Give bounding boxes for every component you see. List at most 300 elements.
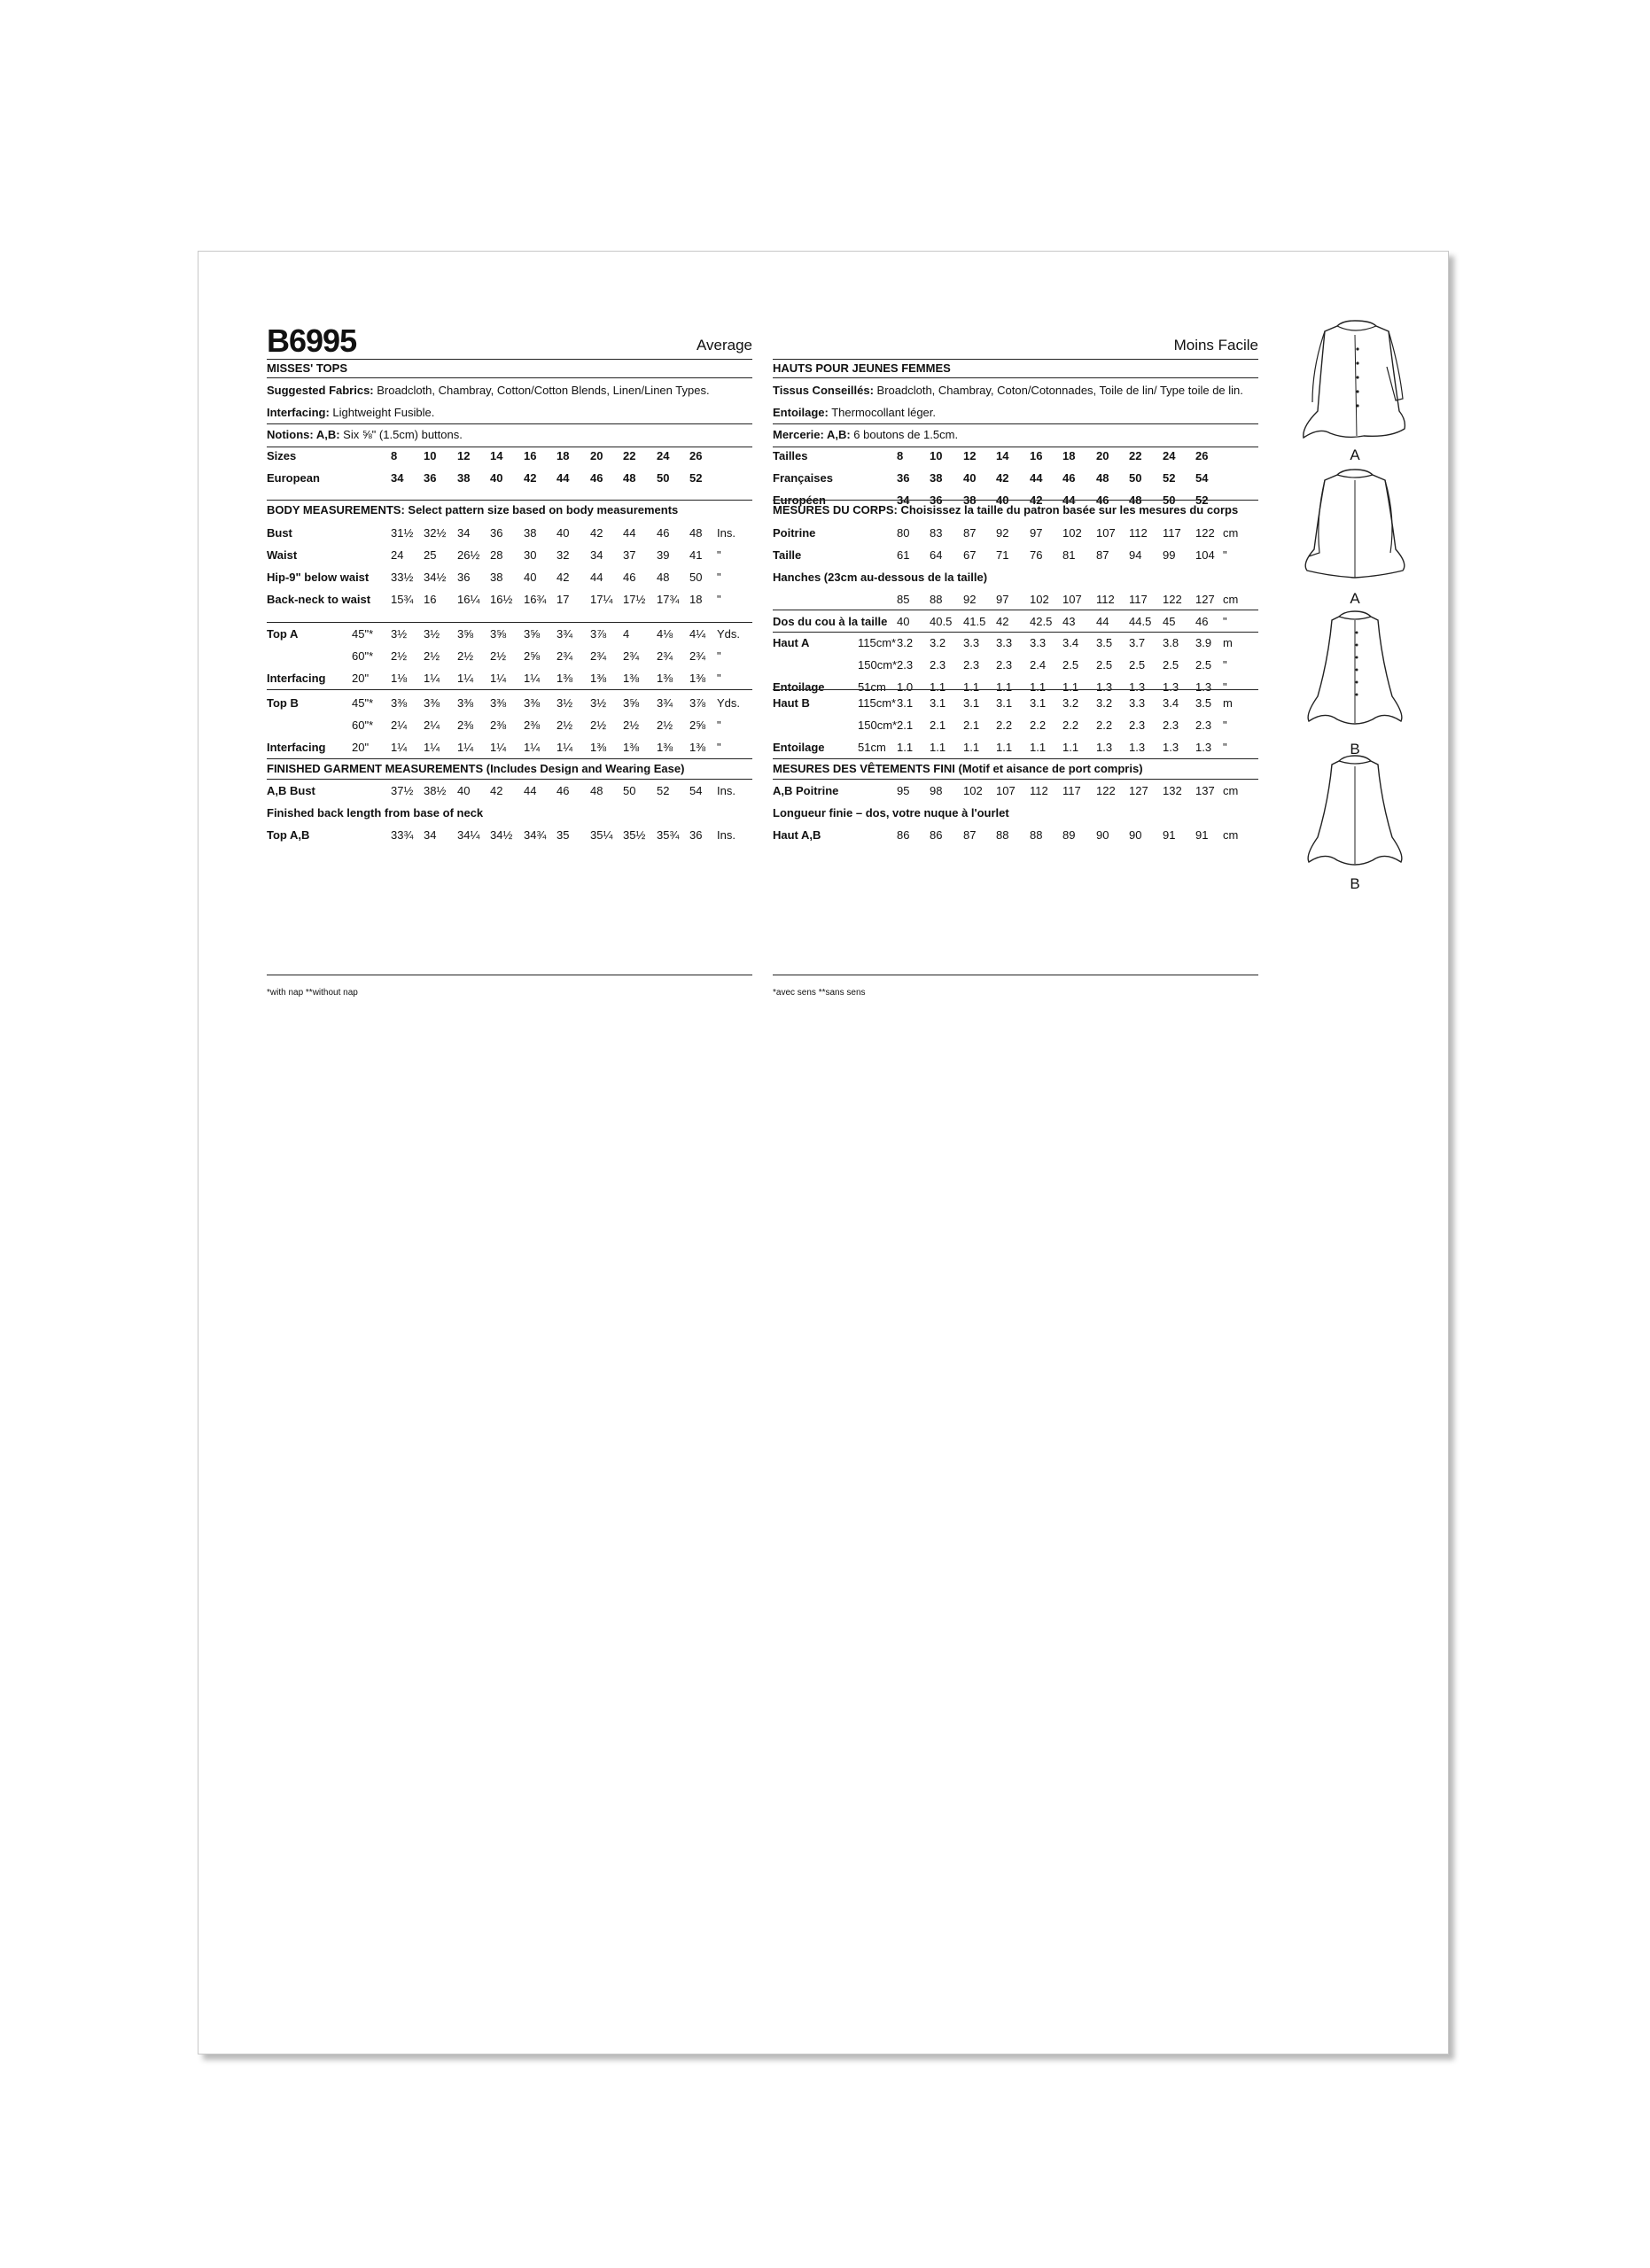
table-cell: 1.1 <box>963 680 980 694</box>
table-row <box>773 696 1258 712</box>
table-cell: 92 <box>963 593 977 606</box>
table-cell: 16¾ <box>524 593 547 606</box>
table-cell: 14 <box>996 449 1009 462</box>
table-cell: 20 <box>590 449 603 462</box>
table-cell: 1⅜ <box>623 741 640 754</box>
table-cell: 33½ <box>391 571 414 584</box>
table-cell: 52 <box>689 471 703 485</box>
unit-label: " <box>717 571 721 584</box>
table-cell: 112 <box>1096 593 1115 606</box>
row-sublabel: 150cm* <box>858 718 898 732</box>
table-cell: 76 <box>1030 548 1043 562</box>
table-cell: 44 <box>1096 615 1109 628</box>
table-cell: 122 <box>1163 593 1182 606</box>
table-cell: 18 <box>689 593 703 606</box>
table-cell: 1.1 <box>930 680 946 694</box>
table-row <box>773 828 1258 844</box>
table-cell: 122 <box>1096 784 1116 797</box>
table-cell: 64 <box>930 548 943 562</box>
table-cell: 1⅜ <box>623 672 640 685</box>
table-cell: 2.5 <box>1129 658 1146 672</box>
table-cell: 44 <box>590 571 603 584</box>
table-cell: 1.3 <box>1163 741 1179 754</box>
table-cell: 137 <box>1195 784 1215 797</box>
row-label: Poitrine <box>773 526 816 540</box>
table-cell: 34½ <box>490 828 513 842</box>
table-cell: 35¼ <box>590 828 613 842</box>
table-cell: 1⅜ <box>657 741 673 754</box>
table-cell: 2½ <box>556 718 573 732</box>
row-sublabel: 115cm* <box>858 696 897 710</box>
table-cell: 48 <box>657 571 670 584</box>
table-cell: 38 <box>930 471 943 485</box>
table-cell: 54 <box>1195 471 1209 485</box>
table-cell: 107 <box>1096 526 1116 540</box>
table-cell: 3½ <box>590 696 607 710</box>
table-cell: 127 <box>1195 593 1215 606</box>
table-cell: 80 <box>897 526 910 540</box>
table-cell: 2½ <box>424 649 440 663</box>
divider <box>773 632 1258 633</box>
table-cell: 3.4 <box>1062 636 1079 649</box>
table-cell: 3⅜ <box>391 696 408 710</box>
table-cell: 107 <box>996 784 1016 797</box>
row-label: Hip-9" below waist <box>267 571 370 584</box>
table-cell: 37½ <box>391 784 414 797</box>
table-cell: 2.3 <box>1129 718 1146 732</box>
table-cell: 48 <box>623 471 636 485</box>
table-cell: 38 <box>963 493 977 507</box>
table-row <box>267 828 752 844</box>
divider <box>267 758 752 759</box>
finished-measurements-title: MESURES DES VÊTEMENTS FINI (Motif et aisance de port compris) <box>773 762 1143 775</box>
table-row <box>267 548 752 564</box>
table-cell: 2.3 <box>1195 718 1212 732</box>
unit-label: cm <box>1223 828 1239 842</box>
row-label: Interfacing <box>267 741 326 754</box>
unit-label: " <box>717 548 721 562</box>
row-label: European <box>267 471 320 485</box>
table-cell: 2⅝ <box>524 649 541 663</box>
table-cell: 2¾ <box>556 649 573 663</box>
table-cell: 117 <box>1062 784 1081 797</box>
row-sublabel: 51cm <box>858 680 886 694</box>
table-cell: 14 <box>490 449 503 462</box>
skill-level: Moins Facile <box>1173 337 1258 353</box>
back-length-label: Finished back length from base of neck <box>267 806 484 819</box>
table-cell: 90 <box>1129 828 1142 842</box>
unit-label: Ins. <box>717 526 735 540</box>
table-cell: 102 <box>963 784 983 797</box>
table-cell: 67 <box>963 548 977 562</box>
table-row <box>773 526 1258 542</box>
row-label: A,B Poitrine <box>773 784 839 797</box>
divider <box>267 359 752 360</box>
divider <box>267 622 752 623</box>
table-cell: 1.3 <box>1195 680 1212 694</box>
table-row <box>773 593 1258 609</box>
divider <box>773 500 1258 501</box>
table-cell: 37 <box>623 548 636 562</box>
table-cell: 16 <box>1030 449 1043 462</box>
table-cell: 40 <box>490 471 503 485</box>
pattern-envelope-back <box>198 251 1449 2054</box>
table-cell: 3.4 <box>1163 696 1179 710</box>
table-cell: 50 <box>1163 493 1176 507</box>
table-cell: 28 <box>490 548 503 562</box>
table-cell: 112 <box>1030 784 1048 797</box>
table-row <box>267 718 752 734</box>
table-cell: 2½ <box>657 718 673 732</box>
table-cell: 36 <box>689 828 703 842</box>
table-cell: 83 <box>930 526 943 540</box>
table-cell: 3⅞ <box>689 696 706 710</box>
table-cell: 54 <box>689 784 703 797</box>
divider <box>773 779 1258 780</box>
table-cell: 88 <box>996 828 1009 842</box>
table-cell: 4⅛ <box>657 627 673 641</box>
table-cell: 3.3 <box>996 636 1013 649</box>
table-cell: 2.3 <box>963 658 980 672</box>
unit-label: m <box>1223 636 1233 649</box>
table-cell: 117 <box>1163 526 1181 540</box>
divider <box>773 758 1258 759</box>
table-cell: 48 <box>590 784 603 797</box>
section-heading: HAUTS POUR JEUNES FEMMES <box>773 361 951 375</box>
table-cell: 4¼ <box>689 627 706 641</box>
notions-line: Mercerie: A,B: 6 boutons de 1.5cm. <box>773 428 959 441</box>
table-cell: 4 <box>623 627 630 641</box>
unit-label: Ins. <box>717 784 735 797</box>
divider <box>267 423 752 424</box>
table-cell: 3⅝ <box>524 627 541 641</box>
table-cell: 3.1 <box>897 696 914 710</box>
row-label: Back-neck to waist <box>267 593 371 606</box>
table-cell: 17¼ <box>590 593 613 606</box>
divider <box>773 377 1258 378</box>
row-sublabel: 45"* <box>352 696 374 710</box>
table-cell: 2½ <box>457 649 474 663</box>
table-row <box>267 649 752 665</box>
table-cell: 1.1 <box>996 680 1013 694</box>
table-cell: 86 <box>897 828 910 842</box>
row-label: Top A,B <box>267 828 310 842</box>
table-cell: 42 <box>996 471 1009 485</box>
table-cell: 87 <box>963 828 977 842</box>
table-cell: 24 <box>657 449 670 462</box>
unit-label: " <box>717 718 721 732</box>
table-cell: 3.7 <box>1129 636 1146 649</box>
row-sublabel: 45"* <box>352 627 374 641</box>
divider <box>773 689 1258 690</box>
table-cell: 2.3 <box>996 658 1013 672</box>
finished-measurements-title: FINISHED GARMENT MEASUREMENTS (Includes Design and Wearing Ease) <box>267 762 685 775</box>
divider <box>773 359 1258 360</box>
table-cell: 81 <box>1062 548 1076 562</box>
table-cell: 2.5 <box>1163 658 1179 672</box>
table-cell: 1.1 <box>1030 741 1047 754</box>
table-cell: 2.2 <box>1062 718 1079 732</box>
table-row <box>267 784 752 800</box>
table-cell: 1.3 <box>1129 680 1146 694</box>
table-cell: 1.1 <box>1062 741 1079 754</box>
table-cell: 46 <box>1096 493 1109 507</box>
table-row <box>773 658 1258 674</box>
row-sublabel: 20" <box>352 741 370 754</box>
unit-label: " <box>717 741 721 754</box>
notions-line: Notions: A,B: Six ⅝" (1.5cm) buttons. <box>267 428 463 441</box>
table-cell: 18 <box>1062 449 1076 462</box>
unit-label: " <box>1223 658 1227 672</box>
table-cell: 50 <box>1129 471 1142 485</box>
divider <box>267 377 752 378</box>
table-cell: 33¾ <box>391 828 414 842</box>
unit-label: cm <box>1223 784 1239 797</box>
table-row <box>267 571 752 586</box>
table-cell: 1⅜ <box>689 741 706 754</box>
table-cell: 1.1 <box>996 741 1013 754</box>
divider <box>267 779 752 780</box>
table-cell: 1¼ <box>490 741 507 754</box>
table-cell: 38 <box>457 471 471 485</box>
table-cell: 2⅜ <box>490 718 507 732</box>
table-cell: 3½ <box>556 696 573 710</box>
row-label: Bust <box>267 526 292 540</box>
table-cell: 2¾ <box>689 649 706 663</box>
unit-label: m <box>1223 696 1233 710</box>
table-cell: 132 <box>1163 784 1182 797</box>
table-cell: 36 <box>930 493 943 507</box>
table-cell: 107 <box>1062 593 1082 606</box>
section-heading: MISSES' TOPS <box>267 361 347 375</box>
unit-label: " <box>717 593 721 606</box>
table-cell: 3⅝ <box>490 627 507 641</box>
row-label: Haut A <box>773 636 810 649</box>
table-cell: 2⅝ <box>689 718 706 732</box>
table-cell: 3.1 <box>996 696 1013 710</box>
table-cell: 88 <box>930 593 943 606</box>
table-cell: 122 <box>1195 526 1215 540</box>
row-label: Entoilage <box>773 741 825 754</box>
table-cell: 88 <box>1030 828 1043 842</box>
table-cell: 20 <box>1096 449 1109 462</box>
table-cell: 3⅝ <box>457 627 474 641</box>
table-cell: 12 <box>457 449 471 462</box>
table-cell: 26 <box>1195 449 1209 462</box>
table-cell: 2½ <box>590 718 607 732</box>
table-cell: 30 <box>524 548 537 562</box>
table-cell: 3.8 <box>1163 636 1179 649</box>
table-cell: 44 <box>1062 493 1076 507</box>
row-sublabel: 60"* <box>352 649 374 663</box>
table-cell: 3⅜ <box>524 696 541 710</box>
row-label: Haut B <box>773 696 810 710</box>
table-cell: 34 <box>590 548 603 562</box>
table-cell: 1⅜ <box>590 741 607 754</box>
table-cell: 97 <box>1030 526 1043 540</box>
table-cell: 34¼ <box>457 828 480 842</box>
table-cell: 85 <box>897 593 910 606</box>
table-cell: 71 <box>996 548 1009 562</box>
table-cell: 99 <box>1163 548 1176 562</box>
table-cell: 16 <box>424 593 437 606</box>
row-sublabel: 115cm* <box>858 636 897 649</box>
fabrics-line: Tissus Conseillés: Broadcloth, Chambray, Coton/Cotonnades, Toile de lin/ Type toile de lin. <box>773 384 1243 397</box>
row-label: Top B <box>267 696 299 710</box>
table-cell: 48 <box>1129 493 1142 507</box>
table-cell: 2.3 <box>897 658 914 672</box>
table-cell: 1¼ <box>457 672 474 685</box>
row-sublabel: 150cm* <box>858 658 898 672</box>
table-row <box>267 526 752 542</box>
table-cell: 34 <box>457 526 471 540</box>
table-cell: 31½ <box>391 526 414 540</box>
table-cell: 3⅞ <box>590 627 607 641</box>
divider <box>267 689 752 690</box>
table-cell: 1.3 <box>1096 680 1113 694</box>
table-cell: 1¼ <box>424 741 440 754</box>
table-row <box>773 471 1258 487</box>
table-cell: 40 <box>963 471 977 485</box>
row-sublabel: 60"* <box>352 718 374 732</box>
table-row <box>267 741 752 757</box>
fabrics-line: Suggested Fabrics: Broadcloth, Chambray, Cotton/Cotton Blends, Linen/Linen Types. <box>267 384 710 397</box>
table-cell: 3.9 <box>1195 636 1212 649</box>
body-measurements-title: MESURES DU CORPS: Choisissez la taille du patron basée sur les mesures du corps <box>773 503 1239 517</box>
table-cell: 26 <box>689 449 703 462</box>
table-cell: 44.5 <box>1129 615 1152 628</box>
table-cell: 2½ <box>490 649 507 663</box>
table-row <box>773 784 1258 800</box>
table-cell: 2.5 <box>1062 658 1079 672</box>
table-cell: 43 <box>1062 615 1076 628</box>
divider <box>773 423 1258 424</box>
row-label: Interfacing <box>267 672 326 685</box>
table-cell: 3.3 <box>963 636 980 649</box>
table-cell: 2.4 <box>1030 658 1047 672</box>
table-cell: 1⅛ <box>391 672 408 685</box>
table-cell: 1.3 <box>1195 741 1212 754</box>
row-label: Françaises <box>773 471 833 485</box>
table-cell: 46 <box>590 471 603 485</box>
table-cell: 3⅜ <box>490 696 507 710</box>
table-row <box>773 615 1258 631</box>
table-cell: 2¾ <box>590 649 607 663</box>
table-cell: 3.3 <box>1129 696 1146 710</box>
view-label: A <box>1350 590 1360 607</box>
table-cell: 3.1 <box>963 696 980 710</box>
table-cell: 17 <box>556 593 570 606</box>
unit-label: " <box>1223 718 1227 732</box>
table-cell: 16 <box>524 449 537 462</box>
table-cell: 2⅜ <box>524 718 541 732</box>
table-cell: 2.3 <box>1163 718 1179 732</box>
table-cell: 50 <box>657 471 670 485</box>
table-cell: 36 <box>897 471 910 485</box>
top-b-back-sketch-icon <box>1266 606 1444 739</box>
table-row <box>267 627 752 643</box>
table-cell: 98 <box>930 784 943 797</box>
table-cell: 34¾ <box>524 828 547 842</box>
table-cell: 104 <box>1195 548 1215 562</box>
table-cell: 1.1 <box>963 741 980 754</box>
table-cell: 38 <box>524 526 537 540</box>
table-cell: 2.1 <box>963 718 980 732</box>
table-cell: 102 <box>1030 593 1049 606</box>
table-cell: 3.1 <box>1030 696 1047 710</box>
table-cell: 1⅜ <box>590 672 607 685</box>
table-cell: 2¾ <box>657 649 673 663</box>
table-cell: 3¾ <box>556 627 573 641</box>
table-cell: 22 <box>623 449 636 462</box>
table-cell: 2.1 <box>897 718 914 732</box>
table-cell: 50 <box>689 571 703 584</box>
table-cell: 34 <box>424 828 437 842</box>
table-cell: 16½ <box>490 593 513 606</box>
skill-level: Average <box>696 337 752 353</box>
table-cell: 3⅜ <box>424 696 440 710</box>
table-cell: 92 <box>996 526 1009 540</box>
table-cell: 46 <box>1195 615 1209 628</box>
table-cell: 22 <box>1129 449 1142 462</box>
table-cell: 46 <box>556 784 570 797</box>
table-cell: 1.1 <box>930 741 946 754</box>
table-cell: 42 <box>1030 493 1043 507</box>
table-cell: 1¼ <box>424 672 440 685</box>
unit-label: cm <box>1223 593 1239 606</box>
row-label: Dos du cou à la taille <box>773 615 888 628</box>
table-cell: 89 <box>1062 828 1076 842</box>
table-cell: 40 <box>556 526 570 540</box>
table-cell: 1.1 <box>1030 680 1047 694</box>
table-cell: 35½ <box>623 828 646 842</box>
table-cell: 117 <box>1129 593 1148 606</box>
table-cell: 42 <box>590 526 603 540</box>
table-cell: 42 <box>524 471 537 485</box>
row-label: Européen <box>773 493 826 507</box>
table-cell: 45 <box>1163 615 1176 628</box>
table-cell: 2.1 <box>930 718 946 732</box>
table-cell: 1¼ <box>490 672 507 685</box>
table-cell: 91 <box>1163 828 1176 842</box>
unit-label: Yds. <box>717 696 741 710</box>
table-cell: 36 <box>424 471 437 485</box>
divider <box>267 500 752 501</box>
table-row <box>773 741 1258 757</box>
table-cell: 2¾ <box>623 649 640 663</box>
table-cell: 52 <box>1195 493 1209 507</box>
table-row <box>267 672 752 687</box>
table-cell: 46 <box>657 526 670 540</box>
table-cell: 1⅜ <box>689 672 706 685</box>
table-cell: 3⅝ <box>623 696 640 710</box>
table-cell: 2.2 <box>1096 718 1113 732</box>
table-cell: 1¼ <box>556 741 573 754</box>
table-cell: 36 <box>490 526 503 540</box>
table-cell: 1.1 <box>1062 680 1079 694</box>
row-label: Taille <box>773 548 802 562</box>
table-cell: 2¼ <box>424 718 440 732</box>
table-cell: 32½ <box>424 526 447 540</box>
table-row <box>267 593 752 609</box>
table-cell: 26½ <box>457 548 480 562</box>
unit-label: cm <box>1223 526 1239 540</box>
row-label: Tailles <box>773 449 808 462</box>
table-cell: 3.2 <box>930 636 946 649</box>
table-cell: 8 <box>391 449 398 462</box>
table-cell: 17½ <box>623 593 646 606</box>
table-cell: 40 <box>457 784 471 797</box>
